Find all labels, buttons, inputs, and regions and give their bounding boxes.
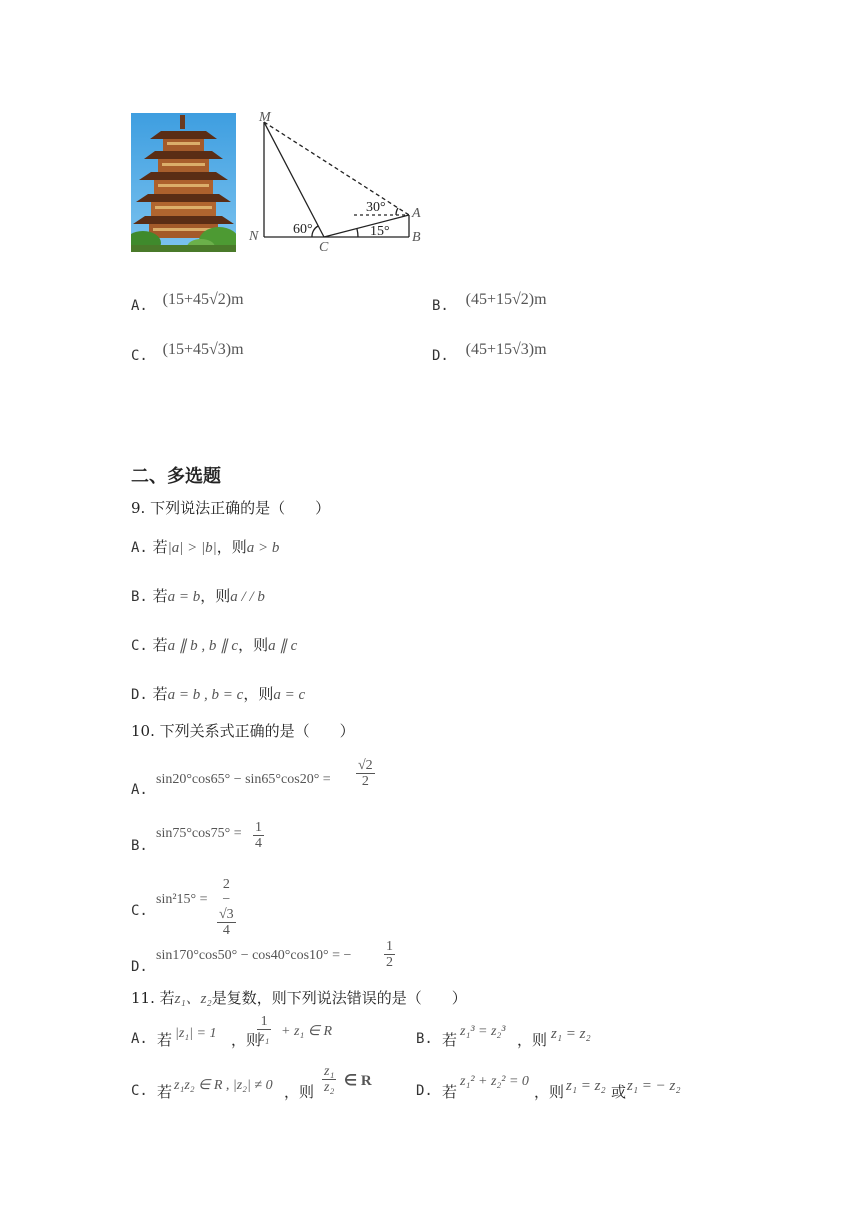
option-text: 若 [152,538,168,556]
option-math: z₁³ = z₂³ [460,1024,506,1039]
option-text: 若 [442,1083,458,1101]
option-math: ∈ R [344,1073,372,1089]
fraction-denominator: 2 [386,955,393,970]
option-math: z₁z₂ ∈ R , |z₂| ≠ 0 [174,1078,273,1093]
option-text: 或 [611,1083,627,1101]
option-expr: sin20°cos65° − sin65°cos20° = [156,772,331,787]
option-letter: D. [432,348,449,364]
option-math: + z₁ ∈ R [281,1024,333,1039]
fraction-numerator: 2 − √3 [219,877,234,922]
option-math: z₁ = − z₂ [627,1078,681,1094]
option-math: z₁² + z₂² = 0 [460,1074,529,1089]
option-text: ，则 [216,538,247,556]
fraction-numerator: 1 [255,820,262,835]
option-letter: A. [131,1031,148,1047]
label-B: B [412,230,421,245]
label-N: N [249,229,259,244]
option-fraction [257,1014,271,1045]
angle-15-label: 15° [370,224,390,239]
q8-option-c [131,341,244,365]
label-C: C [319,240,329,255]
option-math: a / / b [230,589,265,605]
fraction-numerator: 1 [386,939,393,954]
q9-stem: 9. 下列说法正确的是（ ） [131,499,331,517]
option-expr: (15+45√3)m [162,341,244,358]
option-math: a = b , b = c [167,687,244,703]
stem-math: z₁、z₂ [174,991,212,1007]
option-letter: C. [131,348,148,364]
option-math: a ∥ c [268,638,298,654]
option-fraction [217,877,236,938]
fraction-denominator: z₂ [324,1080,335,1095]
option-expr: (45+15√2)m [465,291,547,308]
option-letter: B. [131,838,148,854]
option-math: a > b [246,540,280,556]
option-letter: D. [131,959,148,975]
option-text: ，则 [200,587,231,605]
option-text: 若 [157,1083,173,1101]
option-expr: sin170°cos50° − cos40°cos10° = − [156,948,352,963]
option-text: 若 [152,636,168,654]
stem-text: 是复数，则下列说法错误的是（ ） [211,989,467,1007]
option-fraction [356,758,375,789]
fraction-numerator: z₁ [324,1064,335,1079]
option-letter: D. [131,687,148,703]
option-expr: sin²15° = [156,892,208,907]
q11-stem [131,987,467,1008]
fraction-numerator: 1 [257,1014,271,1030]
fraction-denominator: z₁ [259,1030,270,1045]
option-text: ，则 [238,636,269,654]
option-math: a ∥ b , b ∥ c [167,638,239,654]
label-M: M [259,110,271,125]
option-letter: A. [131,298,148,314]
option-expr: (45+15√3)m [465,341,547,358]
option-math: z₁ = z₂ [566,1078,606,1094]
option-letter: B. [416,1031,433,1047]
fraction-denominator: 4 [255,836,262,851]
option-letter: B. [432,298,449,314]
q9-option-c [131,634,297,655]
option-letter: C. [131,1083,148,1099]
option-fraction [384,939,395,970]
q9-option-a [131,536,279,557]
option-expr: sin75°cos75° = [156,826,242,841]
angle-60-label: 60° [293,222,313,237]
option-fraction [322,1064,336,1095]
option-letter: A. [131,782,148,798]
fraction-denominator: 2 [361,774,369,789]
option-text: 若 [157,1031,173,1049]
q10-stem: 10. 下列关系式正确的是（ ） [131,722,355,740]
stem-text: 11. 若 [131,989,175,1007]
option-math: z₁ = z₂ [551,1026,591,1042]
section-title: 二、多选题 [131,466,221,487]
option-text: ，则 [243,685,274,703]
option-letter: B. [131,589,148,605]
fraction-numerator: √2 [358,758,373,773]
option-text: 若 [442,1031,458,1049]
option-text: ，则 [231,1031,262,1049]
option-math: a = b [167,589,201,605]
q8-option-b [432,291,547,315]
option-text: ，则 [534,1083,565,1101]
option-text: 若 [152,587,168,605]
option-fraction [253,820,264,851]
label-A: A [412,206,421,221]
geometry-diagram [246,108,432,258]
q9-option-b [131,585,265,606]
fraction-denominator: 4 [222,923,230,938]
angle-30-label: 30° [366,200,386,215]
q8-option-a [131,291,244,315]
option-math: a = c [273,687,306,703]
option-expr: (15+45√2)m [162,291,244,308]
option-text: 若 [152,685,168,703]
option-text: ，则 [284,1083,315,1101]
option-math: |a| > |b| [167,540,217,556]
option-letter: D. [416,1083,433,1099]
q9-option-d [131,683,305,704]
option-text: ，则 [517,1031,548,1049]
option-math: |z₁| = 1 [175,1026,217,1041]
option-letter: A. [131,540,148,556]
pagoda-photo [131,113,236,252]
option-letter: C. [131,903,148,919]
option-letter: C. [131,638,148,654]
q8-option-d [432,341,547,365]
